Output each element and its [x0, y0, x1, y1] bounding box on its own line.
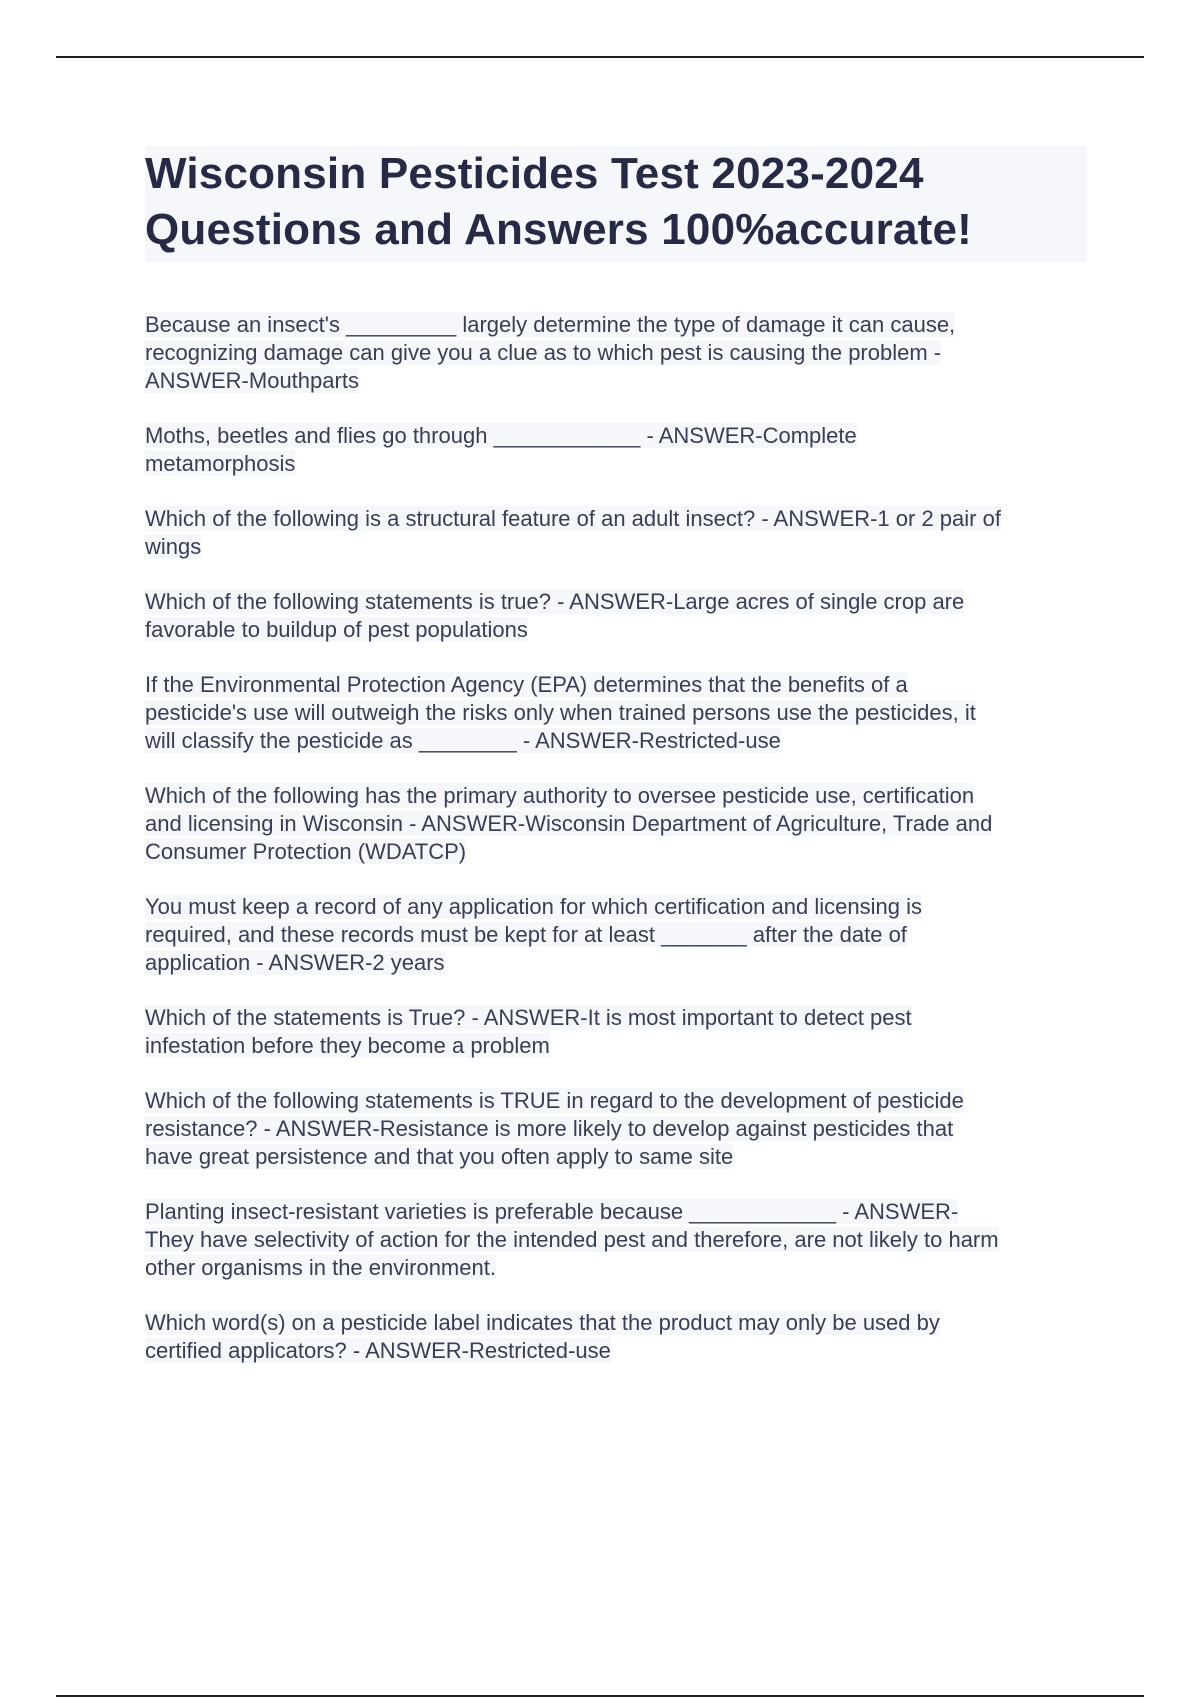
qa-item — [145, 311, 1090, 395]
qa-text-line: and licensing in Wisconsin - ANSWER-Wisconsin Department of Agriculture, Trade and — [145, 811, 993, 836]
qa-list — [145, 311, 1090, 1392]
qa-text-line: favorable to buildup of pest populations — [145, 617, 528, 642]
header-rule — [56, 56, 1144, 58]
qa-text-line: Because an insect's _________ largely determine the type of damage it can cause, — [145, 312, 956, 337]
qa-item — [145, 1198, 1090, 1282]
qa-text-line: Which of the following is a structural feature of an adult insect? - ANSWER-1 or 2 pair of — [145, 506, 1001, 531]
title-line: Wisconsin Pesticides Test 2023-2024 — [145, 149, 924, 198]
qa-text-line: Which of the statements is True? - ANSWER-It is most important to detect pest — [145, 1005, 912, 1030]
qa-item — [145, 1087, 1090, 1171]
qa-text-line: required, and these records must be kept for at least _______ after the date of — [145, 922, 907, 947]
qa-text-line: They have selectivity of action for the intended pest and therefore, are not likely to harm — [145, 1227, 999, 1252]
qa-text-line: If the Environmental Protection Agency (EPA) determines that the benefits of a — [145, 672, 908, 697]
qa-text-line: Moths, beetles and flies go through ____________ - ANSWER-Complete — [145, 423, 857, 448]
qa-item — [145, 422, 1090, 478]
qa-text-line: metamorphosis — [145, 451, 296, 476]
document-title — [145, 146, 1087, 262]
qa-item — [145, 588, 1090, 644]
qa-text-line: ANSWER-Mouthparts — [145, 368, 359, 393]
qa-text-line: certified applicators? - ANSWER-Restricted-use — [145, 1338, 611, 1363]
qa-text-line: application - ANSWER-2 years — [145, 950, 445, 975]
qa-text-line: will classify the pesticide as ________ - ANSWER-Restricted-use — [145, 728, 781, 753]
title-line: Questions and Answers 100%accurate! — [145, 205, 973, 254]
qa-text-line: resistance? - ANSWER-Resistance is more likely to develop against pesticides that — [145, 1116, 954, 1141]
qa-text-line: recognizing damage can give you a clue as to which pest is causing the problem - — [145, 340, 942, 365]
footer-rule — [56, 1695, 1144, 1697]
qa-item — [145, 1004, 1090, 1060]
qa-text-line: have great persistence and that you often apply to same site — [145, 1144, 734, 1169]
qa-item — [145, 1309, 1090, 1365]
qa-text-line: Consumer Protection (WDATCP) — [145, 839, 467, 864]
qa-text-line: Which of the following statements is true? - ANSWER-Large acres of single crop are — [145, 589, 965, 614]
qa-text-line: wings — [145, 534, 202, 559]
qa-text-line: Planting insect-resistant varieties is preferable because ____________ - ANSWER- — [145, 1199, 959, 1224]
qa-item — [145, 893, 1090, 977]
qa-text-line: infestation before they become a problem — [145, 1033, 550, 1058]
qa-text-line: pesticide's use will outweigh the risks only when trained persons use the pesticides, it — [145, 700, 976, 725]
qa-item — [145, 782, 1090, 866]
qa-text-line: Which of the following has the primary authority to oversee pesticide use, certification — [145, 783, 975, 808]
qa-text-line: other organisms in the environment. — [145, 1255, 496, 1280]
qa-text-line: Which word(s) on a pesticide label indicates that the product may only be used by — [145, 1310, 940, 1335]
qa-item — [145, 505, 1090, 561]
qa-item — [145, 671, 1090, 755]
qa-text-line: You must keep a record of any application for which certification and licensing is — [145, 894, 922, 919]
qa-text-line: Which of the following statements is TRUE in regard to the development of pesticide — [145, 1088, 964, 1113]
